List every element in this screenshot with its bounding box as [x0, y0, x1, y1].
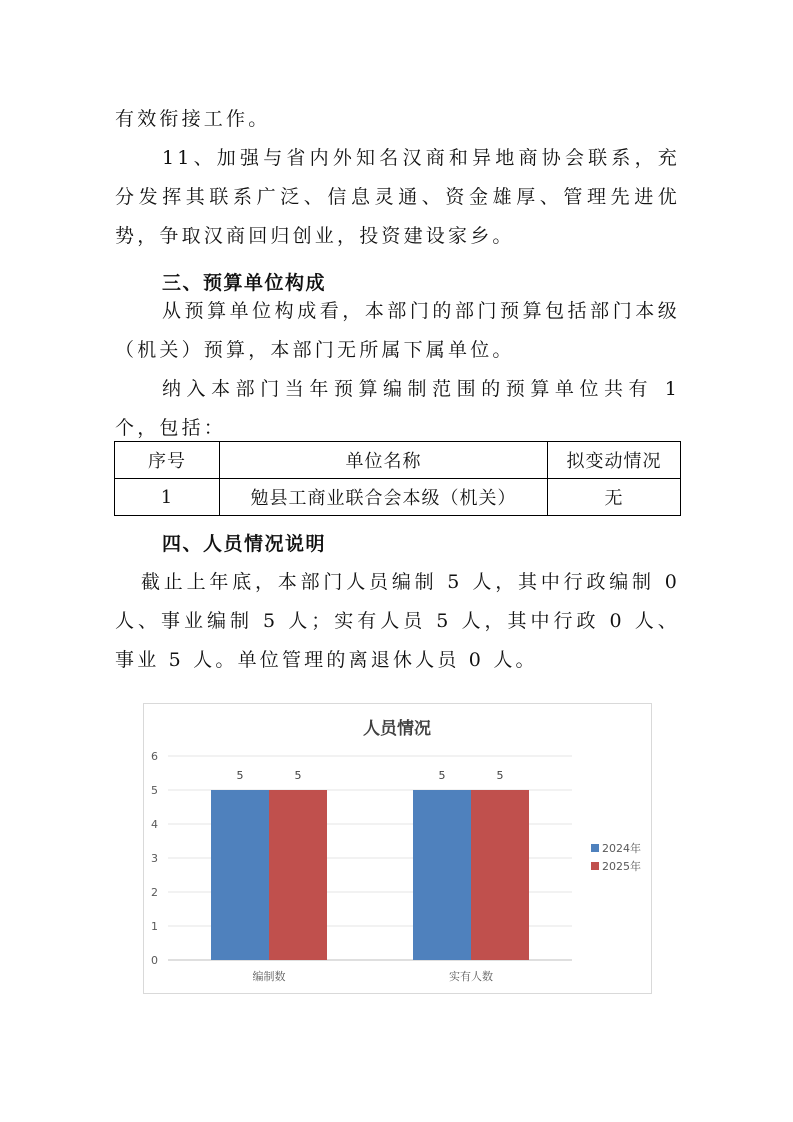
staff-chart: [143, 703, 652, 994]
legend-swatch: [591, 862, 599, 870]
data-label: 5: [438, 769, 446, 782]
paragraph-unit-count: 纳入本部门当年预算编制范围的预算单位共有 1 个，包括：: [115, 378, 680, 439]
x-tick-label: 编制数: [252, 970, 286, 983]
cell-index: 1: [115, 479, 220, 516]
cell-unit-name: 勉县工商业联合会本级（机关）: [220, 479, 548, 516]
data-label: 5: [496, 769, 504, 782]
legend-swatch: [591, 844, 599, 852]
header-unit-name: 单位名称: [220, 442, 548, 479]
y-tick-label: 5: [151, 784, 158, 797]
bar-2025-staffing: [269, 790, 327, 960]
header-index: 序号: [115, 442, 220, 479]
bar-2024-staffing: [211, 790, 269, 960]
staff-chart-svg: [144, 704, 651, 993]
paragraph-staff-details: 截止上年底，本部门人员编制 5 人，其中行政编制 0 人、事业编制 5 人；实有人员 5 人，其中行政 0 人、事业 5 人。单位管理的离退休人员 0 人。: [115, 571, 680, 671]
x-tick-label: 实有人数: [449, 970, 493, 983]
header-change-status: 拟变动情况: [548, 442, 681, 479]
cell-change-status: 无: [548, 479, 681, 516]
table-header-row: [115, 442, 681, 479]
table-row: [115, 479, 681, 516]
y-tick-label: 4: [151, 818, 158, 831]
chart-title: 人员情况: [363, 719, 431, 739]
units-table: [114, 441, 681, 516]
paragraph-item-11: 11、加强与省内外知名汉商和异地商协会联系，充分发挥其联系广泛、信息灵通、资金雄厚、管理先进优势，争取汉商回归创业，投资建设家乡。: [115, 147, 680, 247]
paragraph-budget-composition: 从预算单位构成看，本部门的部门预算包括部门本级（机关）预算，本部门无所属下属单位。: [115, 300, 680, 361]
data-label: 5: [236, 769, 244, 782]
y-tick-label: 0: [151, 954, 158, 967]
data-label: 5: [294, 769, 302, 782]
bar-2025-actual: [471, 790, 529, 960]
bar-2024-actual: [413, 790, 471, 960]
y-tick-label: 2: [151, 886, 158, 899]
y-tick-label: 1: [151, 920, 158, 933]
heading-staff: 四、人员情况说明: [162, 533, 327, 555]
legend-label: 2025年: [602, 860, 641, 873]
heading-budget-units: 三、预算单位构成: [162, 272, 327, 294]
y-tick-label: 6: [151, 750, 158, 763]
y-tick-label: 3: [151, 852, 158, 865]
legend-label: 2024年: [602, 842, 641, 855]
paragraph-continuation: 有效衔接工作。: [115, 108, 271, 130]
